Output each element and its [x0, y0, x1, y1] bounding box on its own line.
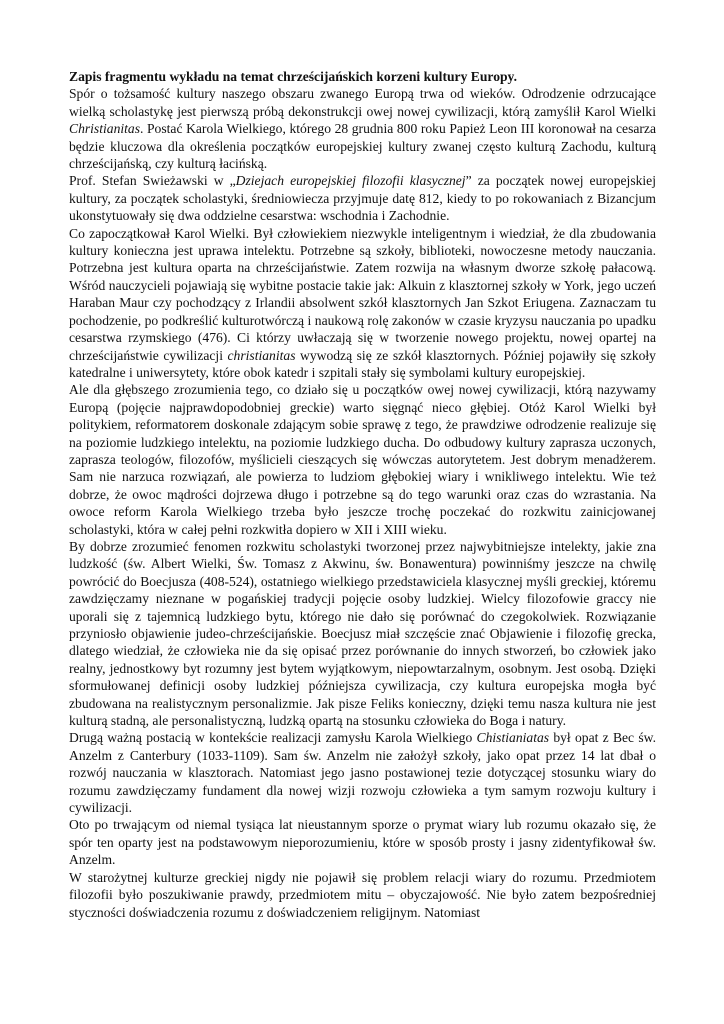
paragraph-2 [69, 172, 656, 224]
paragraph-7: Oto po trwającym od niemal tysiąca lat nieustannym sporze o prymat wiary lub rozumu okazało się, że spór ten oparty jest na podstawowym nieporozumieniu, które w sposób prosty i jasny zidentyfikował św. Anzelm. [69, 817, 656, 868]
paragraph-1-text-c: . Postać Karola Wielkiego, którego 28 grudnia 800 roku Papież Leon III koronował na cesarza będzie kluczowa dla określenia początków europejskiej kultury zwanej często kulturą Zachodu, kulturą chrześcijańską, czy kulturą łacińską. [69, 121, 656, 172]
paragraph-3-italic: christianitas [227, 347, 296, 363]
paragraph-5: By dobrze zrozumieć fenomen rozkwitu scholastyki tworzonej przez najwybitniejsze intelekty, jakie zna ludzkość (św. Albert Wielki, Św. Tomasz z Akwinu, św. Bonawentura) powinniśmy jeszcze na chwilę powrócić do Boecjusza (408-524), ostatniego wielkiego przedstawiciela klasycznej myśli greckiej, któremu zawdzięczamy nieznane w pogańskiej tradycji pojęcie osoby ludzkiej. Wielcy filozofowie graccy nie uporali się z tajemnicą ludzkiego bytu, którego nie dało się porównać do czegokolwiek. Rozwiązanie przyniosło objawienie judeo-chrześcijańskie. Boecjusz miał szczęście znać Objawienie i filozofię grecka, dlatego wiedział, że człowieka nie da się opisać przez porównanie do innych stworzeń, bo człowiek jako realny, jednostkowy byt rozumny jest bytem wyjątkowym, niepowtarzalnym, osobnym. Jest osobą. Dzięki sformułowanej definicji osoby ludzkiej późniejsza cywilizacja, czy kultura europejska mogła być zbudowana na realistycznym personalizmie. Jak pisze Feliks konieczny, dzięki temu nasza kultura nie jest kulturą stadną, ale personalistyczną, ludzką opartą na stosunku człowieka do Boga i natury. [69, 538, 656, 729]
paragraph-1-italic: Christianitas [69, 121, 141, 137]
document-page [69, 68, 656, 921]
paragraph-3-text-c: wywodzą się ze szkół klasztornych. Później pojawiły się szkoły katedralne i uniwersytety, które obok katedr i szpitali stały się symbolami kultury europejskiej. [69, 347, 656, 380]
paragraph-1 [69, 85, 656, 172]
paragraph-1-text-a: Spór o tożsamość kultury naszego obszaru zwanego Europą trwa od wieków. Odrodzenie odrzucające wielką scholastykę jest pierwszą próbą dekonstrukcji owej nowej cywilizacji, którą zamyślił Karol Wielki [69, 86, 656, 119]
paragraph-2-text-a: Prof. Stefan Swieżawski w „ [69, 173, 236, 189]
paragraph-2-italic: Dziejach europejskiej filozofii klasycznej [235, 173, 466, 189]
paragraph-2-text-c: ” za początek nowej europejskiej kultury, za początek scholastyki, średniowiecza przyjmuje datę 812, kiedy to po rokowaniach z Bizancjum ukonstytuowały się dwa oddzielne cesarstwa: wschodnia i Zachodnie. [69, 173, 656, 224]
document-title: Zapis fragmentu wykładu na temat chrześcijańskich korzeni kultury Europy. [69, 69, 517, 84]
paragraph-4: Ale dla głębszego zrozumienia tego, co działo się u początków owej nowej cywilizacji, którą nazywamy Europą (pojęcie najprawdopodobniej greckie) warto sięgnąć nieco głębiej. Otóż Karol Wielki był politykiem, reformatorem doskonale zdającym sobie sprawę z tego, że prawdziwe odrodzenie realizuje się na poziomie ludzkiego intelektu, na poziomie ludzkiego ducha. Do odbudowy kultury zaprasza uczonych, zaprasza teologów, filozofów, myślicieli cieszących się wówczas autorytetem. Jest dobrym menadżerem. Sam nie narzuca rozwiązań, ale powierza to ludziom głębokiej wiary i wnikliwego intelektu. Wie też dobrze, że owoc mądrości dojrzewa długo i potrzebne są do tego warunki oraz czas do wzrastania. Na owoce reform Karola Wielkiego trzeba było jeszcze trochę poczekać do rozkwitu zainicjowanej scholastyki, która w całej pełni rozkwitła dopiero w XII i XIII wieku. [69, 382, 656, 537]
paragraph-3 [69, 225, 656, 382]
paragraph-6-italic: Chistianiatas [476, 730, 550, 746]
paragraph-6 [69, 729, 656, 816]
paragraph-3-text-a: Co zapoczątkował Karol Wielki. Był człowiekiem niezwykle inteligentnym i wiedział, że dla zbudowania kultury konieczna jest uprawa intelektu. Potrzebne są szkoły, biblioteki, nowoczesne metody nauczania. Potrzebna jest kultura oparta na chrześcijaństwie. Zatem rozwija na własnym dworze szkołę pałacową. Wśród nauczycieli pojawiają się wybitne postacie takie jak: Alkuin z klasztornej szkoły w York, jego uczeń Haraban Maur czy pochodzący z Irlandii absolwent szkół klasztornych Jan Szkot Eriugena. Zaznaczam tu pochodzenie, po podkreślić kulturotwórczą i naukową rolę zakonów w czasie kryzysu nauczania po upadku cesarstwa rzymskiego (476). Ci którzy uwłaczają się w tworzenie nowego projektu, nowej opartej na chrześcijaństwie cywilizacji [69, 225, 656, 363]
paragraph-6-text-a: Drugą ważną postacią w kontekście realizacji zamysłu Karola Wielkiego [69, 730, 477, 746]
paragraph-6-text-c: był opat z Bec św. Anzelm z Canterbury (1033-1109). Sam św. Anzelm nie założył szkoły, jako opat przez 14 lat dbał o rozwój nauczania w klasztorach. Natomiast jego jasno postawionej tezie dotyczącej stosunku wiary do rozumu zawdzięczamy fundament dla nowej wizji rozwoju człowieka a tym samym rozwoju kultury i cywilizacji. [69, 730, 656, 816]
paragraph-8: W starożytnej kulturze greckiej nigdy nie pojawił się problem relacji wiary do rozumu. Przedmiotem filozofii było poszukiwanie prawdy, przedmiotem mitu – obyczajowość. Nie było zatem bezpośredniej styczności doświadczenia rozumu z doświadczeniem religijnym. Natomiast [69, 869, 656, 920]
